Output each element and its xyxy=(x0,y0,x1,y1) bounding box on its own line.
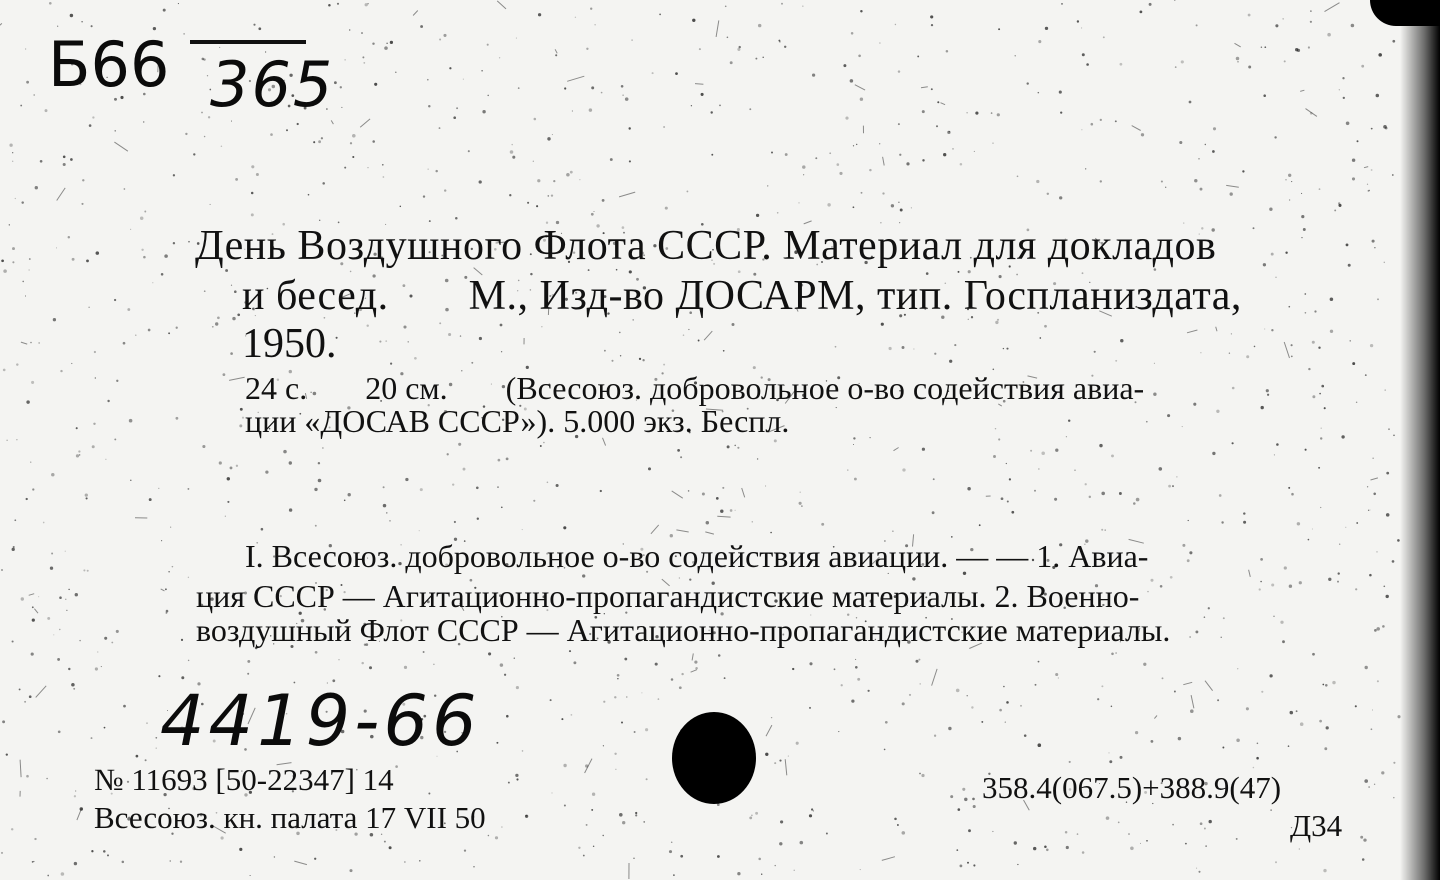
title-line-2 xyxy=(242,272,1242,320)
subject-line-1: I. Всесоюз. добровольное о-во содействия авиации. — — 1. Авиа- xyxy=(245,538,1149,574)
pagination: 24 с. xyxy=(245,370,308,406)
author-mark: Д34 xyxy=(1290,808,1343,843)
subject-line-3: воздушный Флот СССР — Агитационно-пропагандистские материалы. xyxy=(196,612,1171,648)
dimensions: 20 см. xyxy=(365,370,448,406)
card-punch-hole xyxy=(672,712,756,804)
publication-year: 1950. xyxy=(242,321,337,367)
card-number: № 11693 [50-22347] 14 xyxy=(94,762,394,797)
imprint: М., Изд-во ДОСАРМ, тип. Госпланиздата, xyxy=(468,273,1242,319)
classification-index: 358.4(067.5)+388.9(47) xyxy=(982,770,1282,805)
collation-line-1 xyxy=(245,370,1144,407)
call-number-prefix: Б66 xyxy=(48,28,170,101)
book-chamber-date: Всесоюз. кн. палата 17 VII 50 xyxy=(94,800,486,835)
accession-number-handwritten: 4419-66 xyxy=(160,680,481,762)
call-number-suffix: 365 xyxy=(210,48,335,121)
title-line-2-part-a: и бесед. xyxy=(242,273,389,319)
title-line-1: День Воздушного Флота СССР. Материал для докладов xyxy=(195,223,1217,269)
call-number-fraction-bar xyxy=(190,40,306,44)
series-note: (Всесоюз. добровольное о-во содействия авиа- xyxy=(505,370,1145,406)
subject-line-2: ция СССР — Агитационно-пропагандистские материалы. 2. Военно- xyxy=(196,578,1140,614)
card-edge-shadow xyxy=(1400,0,1440,880)
collation-line-2: ции «ДОСАВ СССР»). 5.000 экз. Беспл. xyxy=(245,403,790,439)
